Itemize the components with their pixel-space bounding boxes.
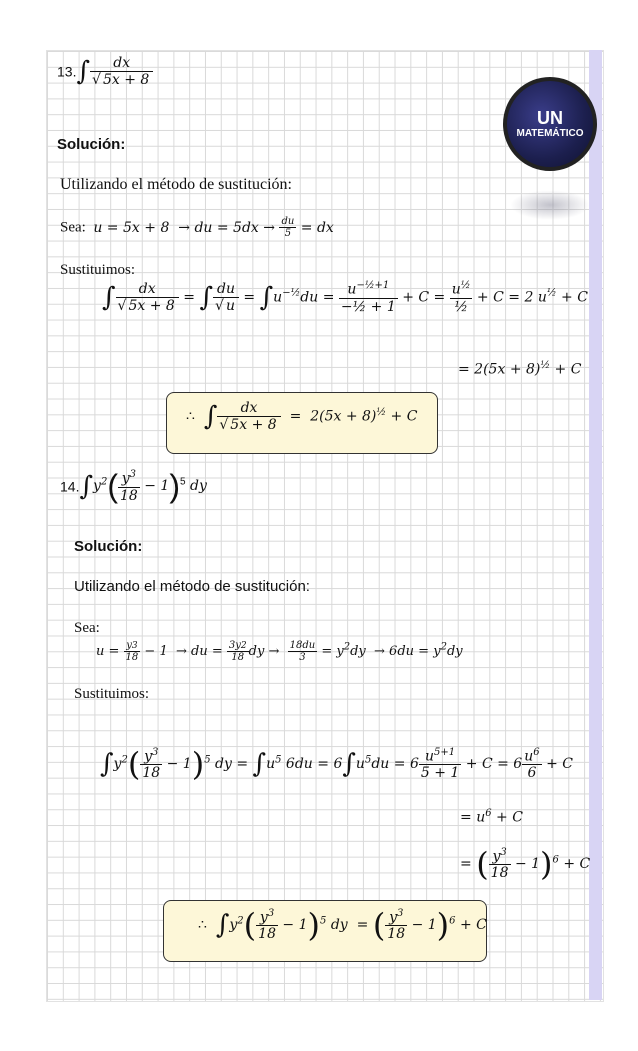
simplificado-14a: = $u^6 + C$ [460, 808, 523, 826]
problem-13-number: 13. [57, 63, 77, 80]
problem-13-statement: 13.∫ $\frac{dx}{√ 5x + 8}$ [57, 55, 153, 88]
sustitucion-eq-13: ∫ $\frac{dx}{√ 5x + 8}$ = ∫ $\frac{du}{√ u}$ = $\int u^{-\frac{1}{2}}du$ = $\frac{u^{-\frac{1}{2}+1}}{\text{−½ + 1}}$ + C = $\frac{u^{\frac{1}{2}}}{\text{½}}$ + C = 2 $u^{\frac{1}{2}} + C$ [102, 280, 588, 315]
un-matematico-logo [503, 77, 597, 171]
problem-14-number: 14. [60, 478, 80, 495]
metodo-13: Utilizando el método de sustitución: [60, 176, 292, 193]
logo-line2: MATEMÁTICO [516, 128, 584, 139]
sea-label-14: Sea: [74, 620, 100, 636]
side-strip [589, 50, 602, 1000]
logo-line1: UN [537, 108, 563, 128]
metodo-14: Utilizando el método de sustitución: [74, 578, 310, 595]
simplificado-13: = $2(5x + 8)^{\frac{1}{2}} + C$ [458, 360, 582, 378]
sea-line-13: Sea: u = 5x + 8 → du = 5dx → $\frac{du}{5}$ = dx [60, 216, 334, 239]
simplificado-14b: = ( $\frac{y^3}{18}$ − 1)$^6$ + C [460, 845, 591, 883]
logo-shadow [510, 190, 590, 220]
sustituimos-14: Sustituimos: [74, 686, 150, 702]
problem-14-statement: $14.\int y^2$( $\frac{y^3}{18}$ − 1)$^5$ dy [60, 468, 207, 504]
solucion-13: Solución: [57, 136, 126, 153]
sea-line-14: u = $\frac{y3}{18}$ − 1 → du = $\frac{3y2}{18}$ dy → $\frac{18du}{3}$ = $y^2dy \to 6du = y^2dy$ [96, 640, 463, 663]
result-13: ∴ ∫ $\frac{dx}{√ 5x + 8}$ = $2(5x + 8)^{\frac{1}{2}} + C$ [186, 400, 418, 433]
sustitucion-eq-14: $\int y^2$( $\frac{y^3}{18}$ − 1)$^5$ dy = $\int u^5$ $6du = 6\int u^5du = 6$ $\frac{u^{5+1}}{5 + 1}$ + C = 6 $\frac{u^6}{6}$ + C [100, 745, 573, 783]
result-14: ∴ $\int y^2$( $\frac{y^3}{18}$ − 1)$^5$ dy = ( $\frac{y^3}{18}$ − 1)$^6$ + C [198, 906, 487, 944]
sustituimos-13: Sustituimos: [60, 262, 136, 278]
solucion-14: Solución: [74, 538, 143, 555]
sea-label-13: Sea: [60, 219, 86, 236]
